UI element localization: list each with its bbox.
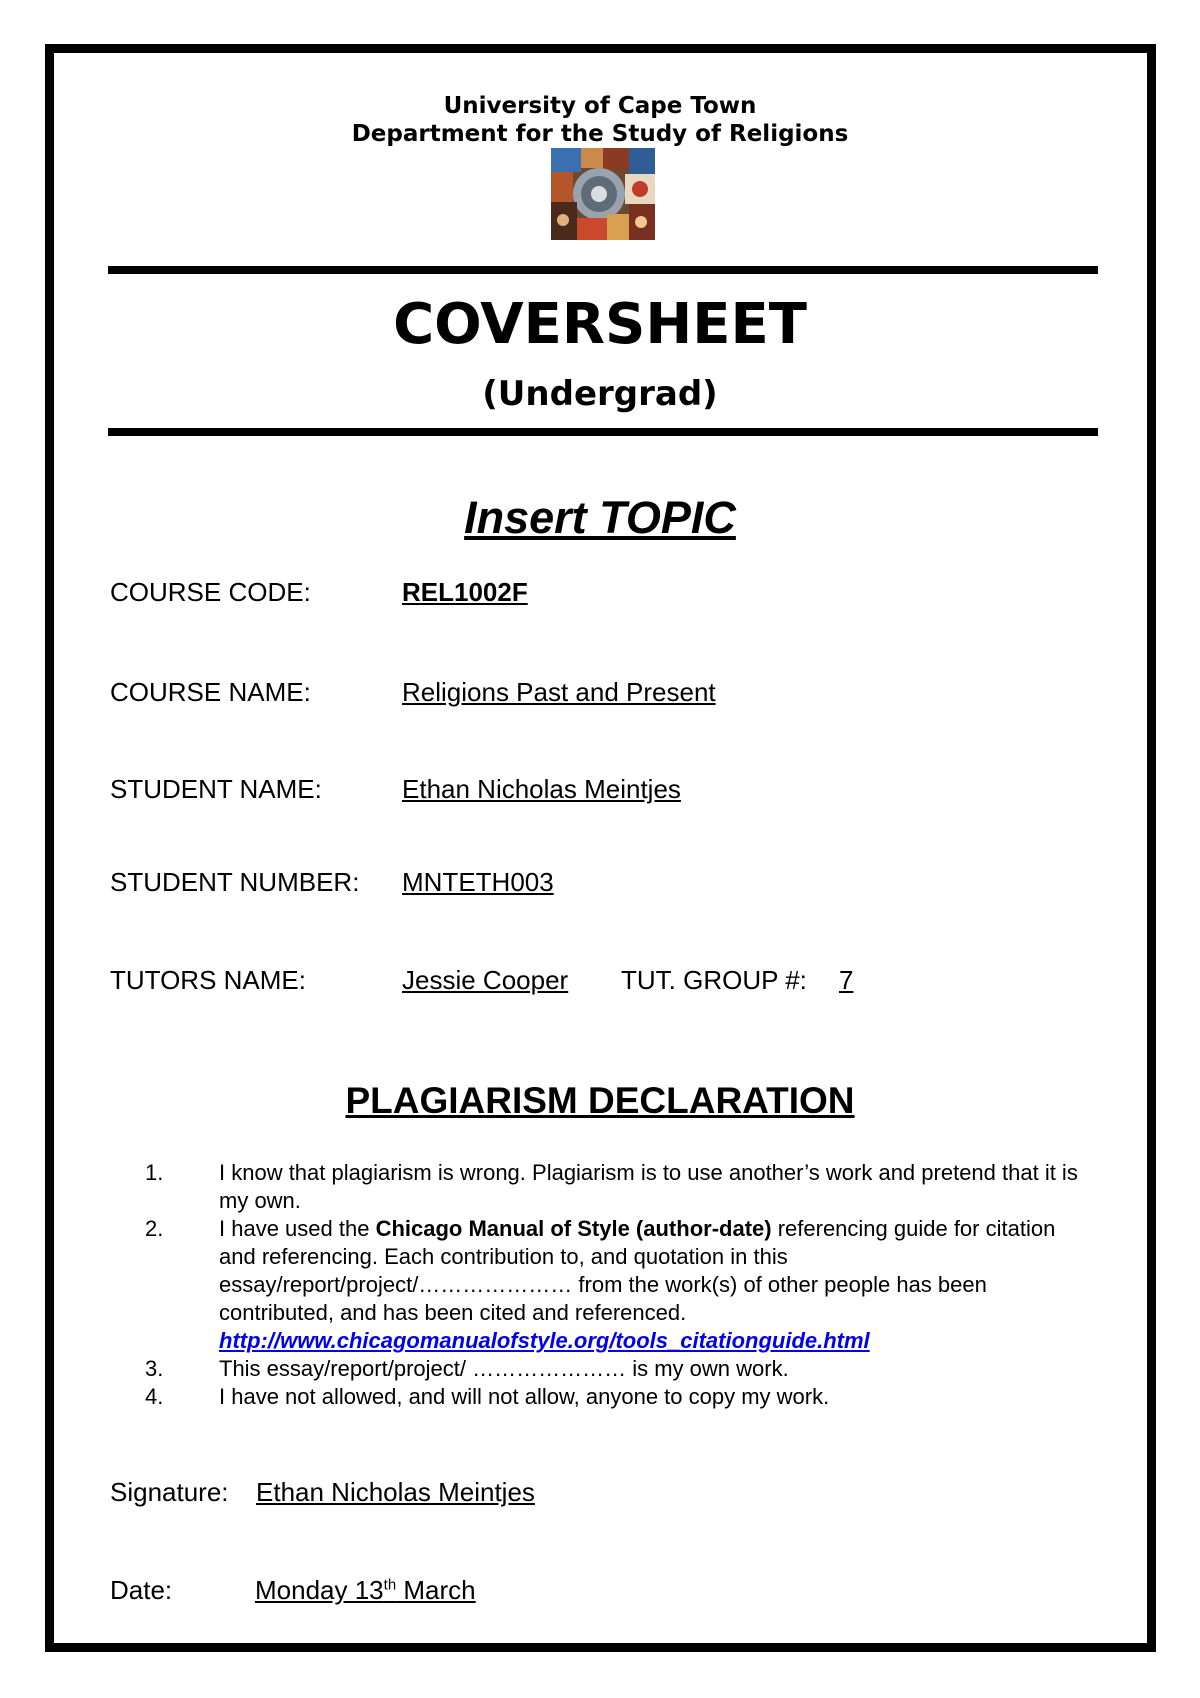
chicago-manual-title: Chicago Manual of Style (author-date): [375, 1216, 772, 1241]
course-code-value[interactable]: REL1002F: [402, 577, 528, 607]
list-item-number: 3.: [145, 1356, 164, 1381]
course-name-value[interactable]: Religions Past and Present: [402, 677, 716, 707]
page-subtitle: (Undergrad): [482, 374, 718, 414]
list-item-number: 1.: [145, 1160, 164, 1185]
date-ordinal-suffix: th: [383, 1576, 397, 1594]
list-item-text-start: I have used the: [219, 1216, 376, 1241]
tutor-name-label: TUTORS NAME:: [110, 965, 306, 995]
course-code-label: COURSE CODE:: [110, 577, 311, 607]
student-number-label: STUDENT NUMBER:: [110, 867, 360, 897]
list-item-text: I know that plagiarism is wrong. Plagiarism is to use another’s work and pretend that it is my own.: [219, 1160, 1078, 1213]
declaration-heading: PLAGIARISM DECLARATION: [345, 1080, 855, 1121]
student-number-value[interactable]: MNTETH003: [402, 867, 554, 897]
department-name: Department for the Study of Religions: [351, 121, 849, 147]
declaration-list: [0, 1159, 1200, 1411]
list-item: [0, 1159, 1200, 1215]
list-item-number: 2.: [145, 1216, 164, 1241]
religions-collage-logo-icon: [551, 148, 655, 240]
tut-group-value[interactable]: 7: [839, 965, 854, 995]
date-month: March: [396, 1575, 476, 1605]
list-item: [0, 1215, 1200, 1355]
list-item-text-end: referencing guide for citation and referencing. Each contribution to, and quotation in this essay/report/project/………………… from the work(s) of other people has been contributed, and has been cited and referenced.: [219, 1216, 1056, 1325]
tutor-name-value[interactable]: Jessie Cooper: [402, 965, 569, 995]
signature-value[interactable]: Ethan Nicholas Meintjes: [256, 1477, 535, 1507]
list-item: [0, 1355, 1200, 1383]
course-name-label: COURSE NAME:: [110, 677, 311, 707]
date-label: Date:: [110, 1575, 173, 1605]
signature-label: Signature:: [110, 1477, 229, 1507]
bottom-rule: [108, 428, 1098, 436]
list-item-text: This essay/report/project/ ………………… is my own work.: [219, 1356, 789, 1381]
page-title: COVERSHEET: [393, 292, 807, 357]
citation-guide-link[interactable]: http://www.chicagomanualofstyle.org/tools_citationguide.html: [219, 1328, 870, 1353]
list-item-text: I have not allowed, and will not allow, anyone to copy my work.: [219, 1384, 830, 1409]
date-day: Monday 13: [255, 1575, 384, 1605]
list-item-number: 4.: [145, 1384, 164, 1409]
list-item: [0, 1383, 1200, 1411]
top-rule: [108, 266, 1098, 274]
student-name-value[interactable]: Ethan Nicholas Meintjes: [402, 774, 681, 804]
date-value[interactable]: [255, 1574, 476, 1606]
list-item-text: [219, 1215, 1089, 1355]
topic-heading[interactable]: Insert TOPIC: [464, 492, 736, 543]
university-name: University of Cape Town: [443, 93, 757, 119]
student-name-label: STUDENT NAME:: [110, 774, 322, 804]
tut-group-label: TUT. GROUP #:: [621, 965, 807, 995]
